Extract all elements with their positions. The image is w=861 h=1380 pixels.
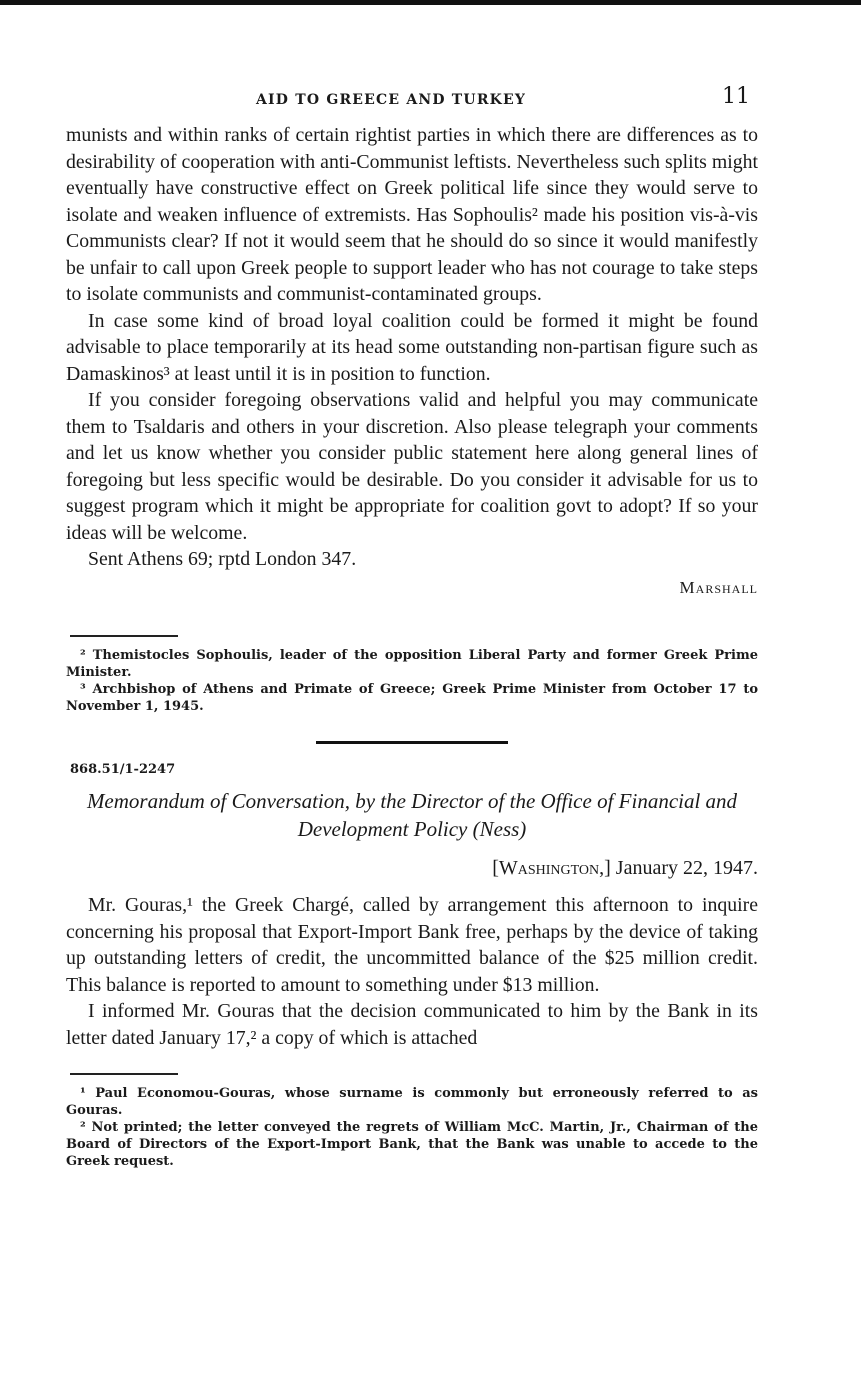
memo-paragraph: I informed Mr. Gouras that the decision communicated to him by the Bank in its letter dated January 17,² a copy of which is attached	[66, 1000, 758, 1049]
signature: Marshall	[679, 577, 758, 597]
footnote: ² Themistocles Sophoulis, leader of the opposition Liberal Party and former Greek Prime Minister.	[66, 648, 758, 680]
top-border-rule	[0, 0, 861, 5]
date-place: [Washington,]	[492, 857, 611, 879]
document-page	[66, 82, 758, 1170]
running-header	[66, 82, 758, 122]
letter-body	[66, 122, 758, 601]
running-title: AID TO GREECE AND TURKEY	[256, 92, 527, 108]
footnote-divider	[70, 635, 178, 637]
dateline	[66, 857, 758, 880]
page-number: 11	[722, 84, 750, 109]
section-separator	[316, 741, 508, 744]
footnotes-memo	[66, 1085, 758, 1170]
letter-paragraph: In case some kind of broad loyal coalition could be formed it might be found advisable to place temporarily at its head some outstanding non-partisan figure such as Damaskinos³ at least until it is in position to function.	[66, 309, 758, 385]
footnote-divider	[70, 1073, 178, 1075]
document-id: 868.51/1-2247	[70, 762, 176, 777]
date: January 22, 1947.	[615, 857, 758, 879]
footnote: ² Not printed; the letter conveyed the regrets of William McC. Martin, Jr., Chairman of the Board of Directors of the Export-Import Bank, that the Bank was unable to accede to the Greek request.	[66, 1120, 758, 1169]
memo-title: Memorandum of Conversation, by the Director of the Office of Financial and Development Policy (Ness)	[86, 789, 738, 841]
footnote: ¹ Paul Economou-Gouras, whose surname is commonly but erroneously referred to as Gouras.	[66, 1086, 758, 1118]
memo-body	[66, 892, 758, 1051]
memo-paragraph: Mr. Gouras,¹ the Greek Chargé, called by arrangement this afternoon to inquire concerning his proposal that Export-Import Bank free, perhaps by the device of taking up outstanding letters of credit, the uncommitted balance of the $25 million credit. This balance is reported to amount to something under $13 million.	[66, 894, 758, 996]
footnotes-letter	[66, 647, 758, 715]
letter-paragraph: Sent Athens 69; rptd London 347.	[88, 548, 357, 570]
letter-paragraph: munists and within ranks of certain rightist parties in which there are differences as to desirability of cooperation with anti-Communist leftists. Nevertheless such splits might eventually have constructive effect on Greek political life since they would serve to isolate and weaken influence of extremists. Has Sophoulis² made his position vis-à-vis Communists clear? If not it would seem that he should do so since it would manifestly be unfair to call upon Greek people to support leader who has not courage to take steps to isolate communists and communist-contaminated groups.	[66, 124, 758, 305]
footnote: ³ Archbishop of Athens and Primate of Greece; Greek Prime Minister from October 17 to November 1, 1945.	[66, 682, 758, 714]
letter-paragraph: If you consider foregoing observations valid and helpful you may communicate them to Tsaldaris and others in your discretion. Also please telegraph your comments and let us know whether you consider public statement here along general lines of foregoing but less specific would be desirable. Do you consider it advisable for us to suggest program which it might be appropriate for coalition govt to adopt? If so your ideas will be welcome.	[66, 389, 758, 544]
